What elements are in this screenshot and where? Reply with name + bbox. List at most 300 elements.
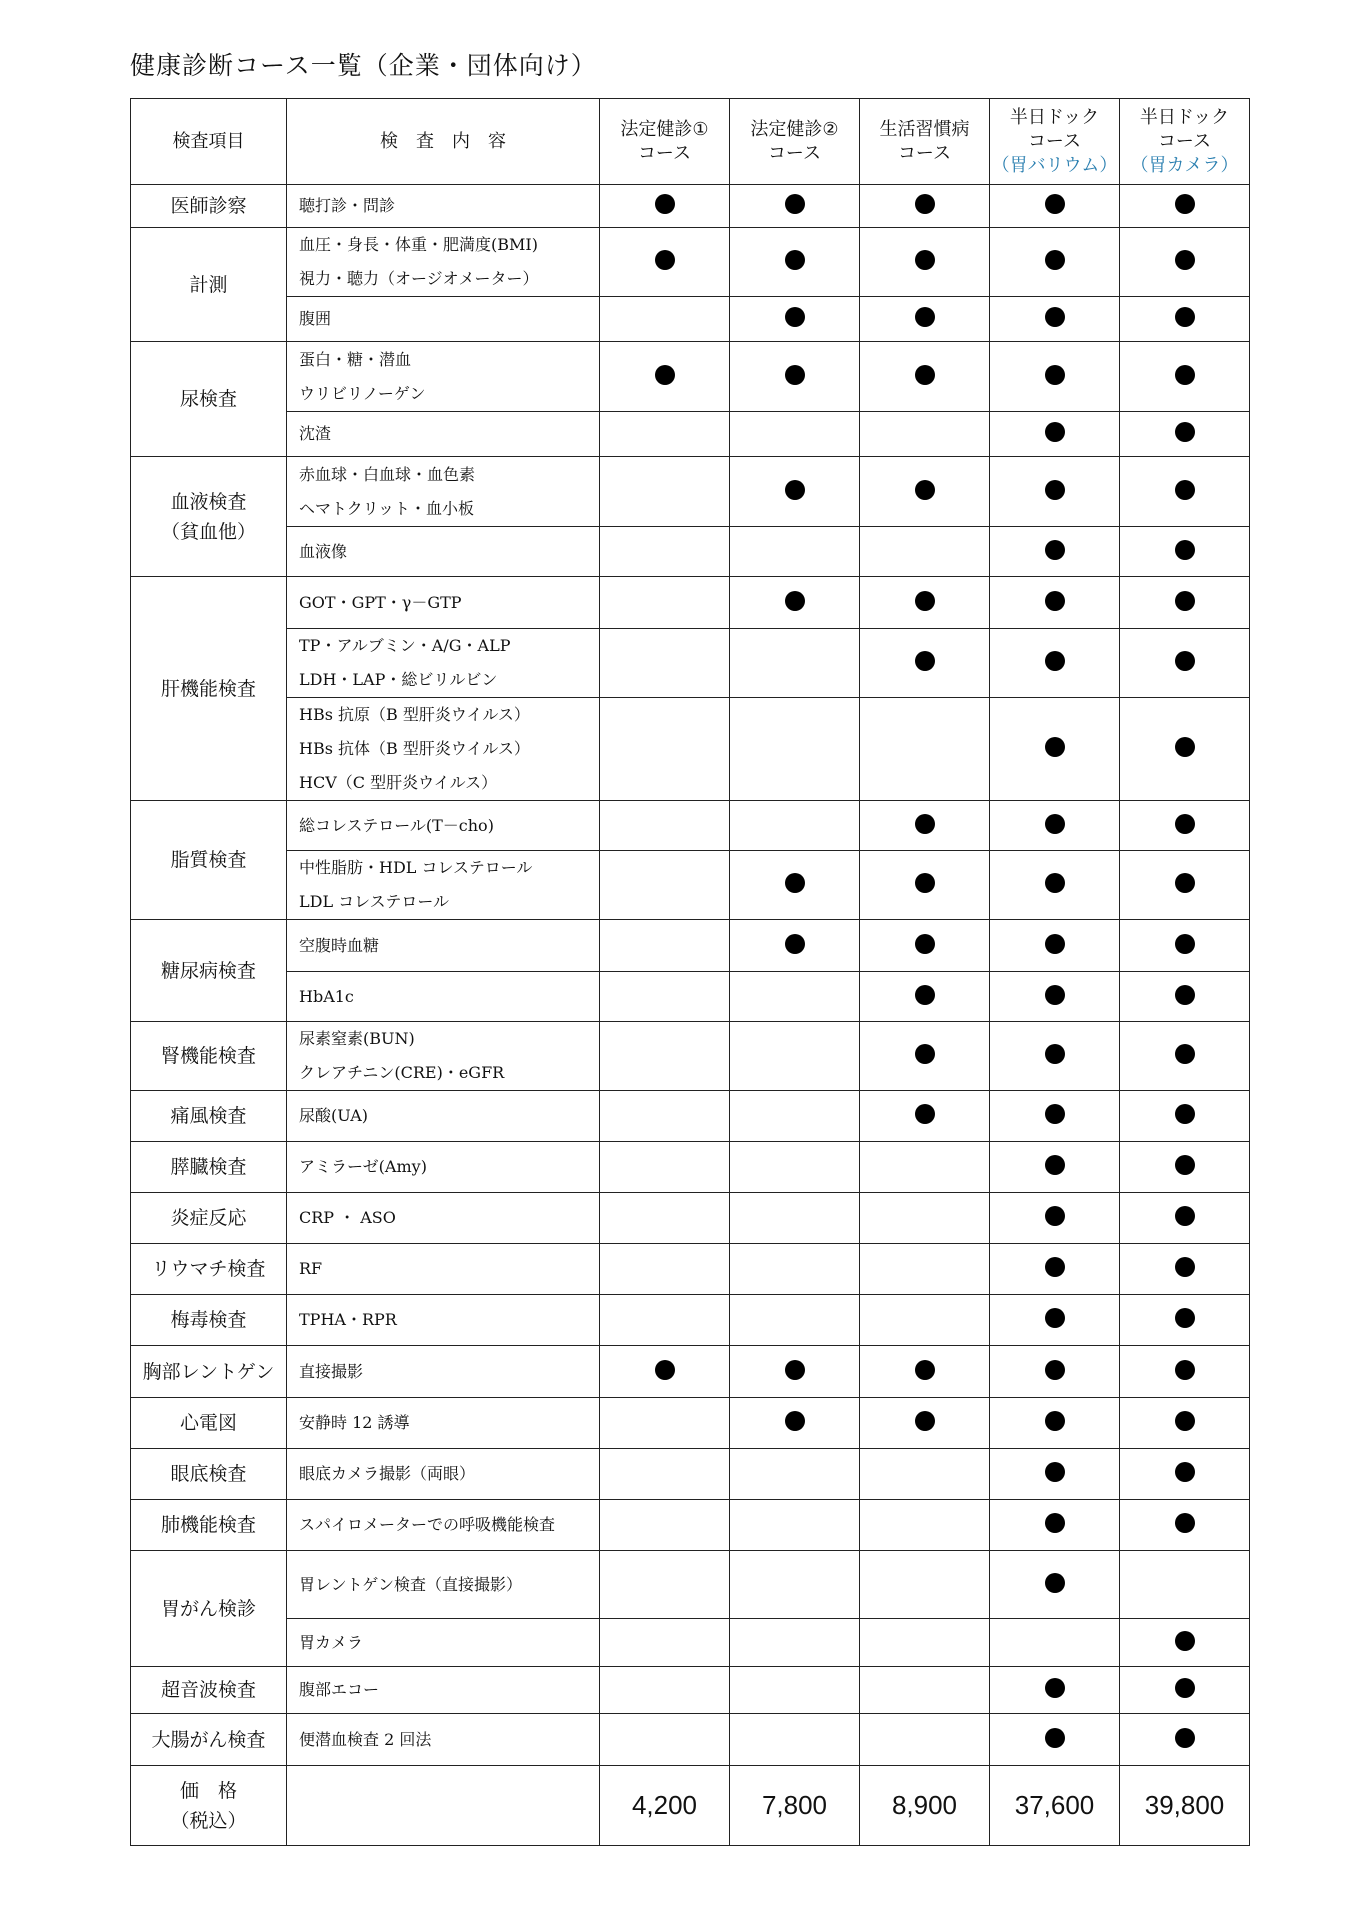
included-dot-icon (1045, 1104, 1065, 1124)
mark-cell-course-5 (1120, 1346, 1250, 1398)
mark-cell-course-1 (600, 629, 730, 698)
included-dot-icon (1045, 250, 1065, 270)
included-dot-icon (785, 307, 805, 327)
mark-cell-course-2 (730, 577, 860, 629)
table-row (131, 1551, 1250, 1619)
mark-cell-course-3 (860, 527, 990, 577)
mark-cell-course-2 (730, 1244, 860, 1295)
included-dot-icon (915, 1360, 935, 1380)
mark-cell-course-5 (1120, 920, 1250, 972)
included-dot-icon (915, 1104, 935, 1124)
mark-cell-course-5 (1120, 1295, 1250, 1346)
mark-cell-course-4 (990, 1398, 1120, 1449)
included-dot-icon (785, 1360, 805, 1380)
table-row (131, 801, 1250, 851)
mark-cell-course-4 (990, 1346, 1120, 1398)
mark-cell-course-4 (990, 1667, 1120, 1714)
mark-cell-course-5 (1120, 527, 1250, 577)
mark-cell-course-5 (1120, 1244, 1250, 1295)
table-row (131, 1346, 1250, 1398)
included-dot-icon (1045, 422, 1065, 442)
mark-cell-course-2 (730, 629, 860, 698)
mark-cell-course-4 (990, 457, 1120, 527)
included-dot-icon (1175, 422, 1195, 442)
content-cell: 空腹時血糖 (287, 920, 600, 972)
mark-cell-course-2 (730, 972, 860, 1022)
mark-cell-course-2 (730, 1193, 860, 1244)
included-dot-icon (915, 591, 935, 611)
included-dot-icon (1175, 1462, 1195, 1482)
mark-cell-course-2 (730, 1346, 860, 1398)
included-dot-icon (915, 873, 935, 893)
header-content: 検査内容 (287, 99, 600, 185)
included-dot-icon (1045, 1513, 1065, 1533)
category-cell: 血液検査 （貧血他） (131, 457, 287, 577)
table-row (131, 1142, 1250, 1193)
mark-cell-course-2 (730, 1667, 860, 1714)
mark-cell-course-1 (600, 851, 730, 920)
included-dot-icon (915, 307, 935, 327)
mark-cell-course-3 (860, 1667, 990, 1714)
included-dot-icon (785, 1411, 805, 1431)
mark-cell-course-5 (1120, 228, 1250, 297)
mark-cell-course-4 (990, 1449, 1120, 1500)
table-row (131, 1500, 1250, 1551)
category-cell: 胸部レントゲン (131, 1346, 287, 1398)
mark-cell-course-1 (600, 698, 730, 801)
mark-cell-course-4 (990, 851, 1120, 920)
content-cell: 眼底カメラ撮影（両眼） (287, 1449, 600, 1500)
mark-cell-course-4 (990, 228, 1120, 297)
mark-cell-course-2 (730, 1398, 860, 1449)
included-dot-icon (1175, 480, 1195, 500)
mark-cell-course-5 (1120, 577, 1250, 629)
mark-cell-course-5 (1120, 412, 1250, 457)
category-cell: 超音波検査 (131, 1667, 287, 1714)
category-cell: 腎機能検査 (131, 1022, 287, 1091)
included-dot-icon (1045, 1573, 1065, 1593)
included-dot-icon (1175, 985, 1195, 1005)
included-dot-icon (1175, 540, 1195, 560)
mark-cell-course-4 (990, 1619, 1120, 1667)
content-cell: 血液像 (287, 527, 600, 577)
mark-cell-course-3 (860, 1449, 990, 1500)
mark-cell-course-5 (1120, 629, 1250, 698)
mark-cell-course-3 (860, 577, 990, 629)
table-row (131, 1193, 1250, 1244)
mark-cell-course-1 (600, 577, 730, 629)
mark-cell-course-3 (860, 1193, 990, 1244)
included-dot-icon (785, 873, 805, 893)
mark-cell-course-5 (1120, 297, 1250, 342)
mark-cell-course-1 (600, 527, 730, 577)
included-dot-icon (785, 250, 805, 270)
included-dot-icon (785, 480, 805, 500)
price-course-1: 4,200 (600, 1766, 730, 1846)
mark-cell-course-5 (1120, 851, 1250, 920)
course-table (130, 98, 1250, 1846)
mark-cell-course-2 (730, 920, 860, 972)
mark-cell-course-1 (600, 1142, 730, 1193)
included-dot-icon (1175, 934, 1195, 954)
included-dot-icon (1045, 540, 1065, 560)
included-dot-icon (1175, 1411, 1195, 1431)
price-course-5: 39,800 (1120, 1766, 1250, 1846)
content-cell: 胃カメラ (287, 1619, 600, 1667)
mark-cell-course-1 (600, 1346, 730, 1398)
mark-cell-course-5 (1120, 1142, 1250, 1193)
mark-cell-course-1 (600, 972, 730, 1022)
included-dot-icon (1175, 814, 1195, 834)
mark-cell-course-1 (600, 1022, 730, 1091)
included-dot-icon (1045, 591, 1065, 611)
mark-cell-course-3 (860, 297, 990, 342)
mark-cell-course-2 (730, 185, 860, 228)
table-row (131, 457, 1250, 527)
mark-cell-course-4 (990, 185, 1120, 228)
mark-cell-course-1 (600, 1551, 730, 1619)
table-row (131, 1295, 1250, 1346)
mark-cell-course-5 (1120, 801, 1250, 851)
included-dot-icon (915, 985, 935, 1005)
category-cell: 眼底検査 (131, 1449, 287, 1500)
mark-cell-course-5 (1120, 972, 1250, 1022)
mark-cell-course-4 (990, 1244, 1120, 1295)
content-cell: 胃レントゲン検査（直接撮影） (287, 1551, 600, 1619)
content-cell: 直接撮影 (287, 1346, 600, 1398)
category-cell: 肝機能検査 (131, 577, 287, 801)
mark-cell-course-2 (730, 1295, 860, 1346)
price-content (287, 1766, 600, 1846)
table-row (131, 412, 1250, 457)
header-course-4: 半日ドック コース （胃バリウム） (990, 99, 1120, 185)
table-row (131, 698, 1250, 801)
included-dot-icon (1045, 1308, 1065, 1328)
mark-cell-course-4 (990, 920, 1120, 972)
included-dot-icon (915, 1044, 935, 1064)
mark-cell-course-2 (730, 1091, 860, 1142)
mark-cell-course-2 (730, 457, 860, 527)
content-cell: TPHA・RPR (287, 1295, 600, 1346)
mark-cell-course-1 (600, 1619, 730, 1667)
mark-cell-course-1 (600, 1667, 730, 1714)
content-cell: 沈渣 (287, 412, 600, 457)
mark-cell-course-2 (730, 412, 860, 457)
content-cell: 尿素窒素(BUN) クレアチニン(CRE)・eGFR (287, 1022, 600, 1091)
included-dot-icon (1045, 737, 1065, 757)
price-label: 価 格 （税込） (131, 1766, 287, 1846)
included-dot-icon (1175, 1257, 1195, 1277)
table-row (131, 1244, 1250, 1295)
included-dot-icon (1045, 365, 1065, 385)
page-title: 健康診断コース一覧（企業・団体向け） (130, 51, 597, 80)
included-dot-icon (1175, 1728, 1195, 1748)
mark-cell-course-3 (860, 228, 990, 297)
mark-cell-course-2 (730, 1500, 860, 1551)
included-dot-icon (1175, 1360, 1195, 1380)
mark-cell-course-4 (990, 698, 1120, 801)
mark-cell-course-2 (730, 698, 860, 801)
mark-cell-course-3 (860, 1619, 990, 1667)
mark-cell-course-1 (600, 185, 730, 228)
included-dot-icon (915, 1411, 935, 1431)
content-cell: TP・アルブミン・A/G・ALP LDH・LAP・総ビリルビン (287, 629, 600, 698)
table-row (131, 1398, 1250, 1449)
table-row (131, 577, 1250, 629)
content-cell: HBs 抗原（B 型肝炎ウイルス） HBs 抗体（B 型肝炎ウイルス） HCV（C 型肝炎ウイルス） (287, 698, 600, 801)
table-row (131, 297, 1250, 342)
included-dot-icon (1045, 1411, 1065, 1431)
mark-cell-course-2 (730, 1551, 860, 1619)
mark-cell-course-4 (990, 412, 1120, 457)
included-dot-icon (1045, 1257, 1065, 1277)
mark-cell-course-3 (860, 1346, 990, 1398)
category-cell: 尿検査 (131, 342, 287, 457)
included-dot-icon (915, 480, 935, 500)
included-dot-icon (1045, 873, 1065, 893)
table-row (131, 228, 1250, 297)
included-dot-icon (1175, 1206, 1195, 1226)
mark-cell-course-4 (990, 972, 1120, 1022)
mark-cell-course-2 (730, 1449, 860, 1500)
header-row (131, 99, 1250, 185)
mark-cell-course-5 (1120, 1500, 1250, 1551)
included-dot-icon (1175, 1044, 1195, 1064)
included-dot-icon (1045, 1462, 1065, 1482)
content-cell: 蛋白・糖・潜血 ウリビリノーゲン (287, 342, 600, 412)
included-dot-icon (785, 194, 805, 214)
content-cell: 聴打診・問診 (287, 185, 600, 228)
table-row (131, 1619, 1250, 1667)
mark-cell-course-3 (860, 972, 990, 1022)
mark-cell-course-3 (860, 1500, 990, 1551)
content-cell: 腹囲 (287, 297, 600, 342)
mark-cell-course-3 (860, 1551, 990, 1619)
header-course-1: 法定健診① コース (600, 99, 730, 185)
price-row (131, 1766, 1250, 1846)
mark-cell-course-3 (860, 1295, 990, 1346)
mark-cell-course-5 (1120, 185, 1250, 228)
included-dot-icon (1045, 1678, 1065, 1698)
mark-cell-course-4 (990, 1193, 1120, 1244)
included-dot-icon (1045, 307, 1065, 327)
price-course-3: 8,900 (860, 1766, 990, 1846)
included-dot-icon (915, 194, 935, 214)
mark-cell-course-3 (860, 851, 990, 920)
mark-cell-course-1 (600, 1500, 730, 1551)
mark-cell-course-3 (860, 185, 990, 228)
included-dot-icon (1045, 1155, 1065, 1175)
category-cell: 大腸がん検査 (131, 1714, 287, 1766)
content-cell: 尿酸(UA) (287, 1091, 600, 1142)
mark-cell-course-2 (730, 1022, 860, 1091)
category-cell: 糖尿病検査 (131, 920, 287, 1022)
mark-cell-course-4 (990, 342, 1120, 412)
price-course-2: 7,800 (730, 1766, 860, 1846)
included-dot-icon (1045, 934, 1065, 954)
table-row (131, 629, 1250, 698)
header-course-2: 法定健診② コース (730, 99, 860, 185)
included-dot-icon (915, 651, 935, 671)
mark-cell-course-5 (1120, 1091, 1250, 1142)
mark-cell-course-4 (990, 1500, 1120, 1551)
category-cell: 脂質検査 (131, 801, 287, 920)
mark-cell-course-1 (600, 1449, 730, 1500)
mark-cell-course-1 (600, 1244, 730, 1295)
content-cell: スパイロメーターでの呼吸機能検査 (287, 1500, 600, 1551)
table-row (131, 185, 1250, 228)
mark-cell-course-2 (730, 1714, 860, 1766)
table-row (131, 920, 1250, 972)
mark-cell-course-5 (1120, 457, 1250, 527)
included-dot-icon (1045, 651, 1065, 671)
included-dot-icon (1175, 591, 1195, 611)
mark-cell-course-4 (990, 1714, 1120, 1766)
included-dot-icon (1045, 1044, 1065, 1064)
included-dot-icon (1175, 1104, 1195, 1124)
mark-cell-course-4 (990, 297, 1120, 342)
included-dot-icon (1045, 480, 1065, 500)
mark-cell-course-5 (1120, 1714, 1250, 1766)
included-dot-icon (1175, 194, 1195, 214)
mark-cell-course-1 (600, 342, 730, 412)
mark-cell-course-5 (1120, 342, 1250, 412)
mark-cell-course-4 (990, 1022, 1120, 1091)
mark-cell-course-4 (990, 1091, 1120, 1142)
included-dot-icon (785, 591, 805, 611)
category-cell: 肺機能検査 (131, 1500, 287, 1551)
included-dot-icon (1175, 651, 1195, 671)
mark-cell-course-1 (600, 1295, 730, 1346)
mark-cell-course-3 (860, 342, 990, 412)
mark-cell-course-1 (600, 1398, 730, 1449)
table-row (131, 972, 1250, 1022)
mark-cell-course-4 (990, 1295, 1120, 1346)
mark-cell-course-5 (1120, 1022, 1250, 1091)
included-dot-icon (655, 1360, 675, 1380)
mark-cell-course-4 (990, 1551, 1120, 1619)
included-dot-icon (785, 934, 805, 954)
mark-cell-course-3 (860, 412, 990, 457)
mark-cell-course-3 (860, 801, 990, 851)
included-dot-icon (655, 365, 675, 385)
content-cell: アミラーゼ(Amy) (287, 1142, 600, 1193)
mark-cell-course-2 (730, 801, 860, 851)
table-row (131, 1714, 1250, 1766)
price-course-4: 37,600 (990, 1766, 1120, 1846)
included-dot-icon (655, 250, 675, 270)
category-cell: 計測 (131, 228, 287, 342)
mark-cell-course-2 (730, 1142, 860, 1193)
mark-cell-course-4 (990, 1142, 1120, 1193)
included-dot-icon (915, 250, 935, 270)
content-cell: 赤血球・白血球・血色素 ヘマトクリット・血小板 (287, 457, 600, 527)
table-row (131, 1091, 1250, 1142)
mark-cell-course-1 (600, 1714, 730, 1766)
included-dot-icon (1175, 1308, 1195, 1328)
mark-cell-course-5 (1120, 698, 1250, 801)
included-dot-icon (1175, 250, 1195, 270)
included-dot-icon (1175, 1678, 1195, 1698)
included-dot-icon (1175, 737, 1195, 757)
table-row (131, 851, 1250, 920)
table-row (131, 527, 1250, 577)
mark-cell-course-3 (860, 1714, 990, 1766)
included-dot-icon (655, 194, 675, 214)
mark-cell-course-3 (860, 1091, 990, 1142)
included-dot-icon (1045, 814, 1065, 834)
table-row (131, 1022, 1250, 1091)
mark-cell-course-1 (600, 1091, 730, 1142)
category-cell: 膵臓検査 (131, 1142, 287, 1193)
mark-cell-course-1 (600, 412, 730, 457)
included-dot-icon (1045, 1728, 1065, 1748)
included-dot-icon (915, 814, 935, 834)
mark-cell-course-5 (1120, 1398, 1250, 1449)
content-cell: GOT・GPT・γ－GTP (287, 577, 600, 629)
mark-cell-course-1 (600, 457, 730, 527)
content-cell: CRP ・ ASO (287, 1193, 600, 1244)
mark-cell-course-5 (1120, 1619, 1250, 1667)
content-cell: HbA1c (287, 972, 600, 1022)
header-category: 検査項目 (131, 99, 287, 185)
included-dot-icon (1045, 985, 1065, 1005)
mark-cell-course-3 (860, 698, 990, 801)
mark-cell-course-4 (990, 801, 1120, 851)
included-dot-icon (1175, 365, 1195, 385)
mark-cell-course-1 (600, 1193, 730, 1244)
mark-cell-course-5 (1120, 1193, 1250, 1244)
included-dot-icon (1175, 1631, 1195, 1651)
mark-cell-course-4 (990, 527, 1120, 577)
content-cell: 安静時 12 誘導 (287, 1398, 600, 1449)
category-cell: 梅毒検査 (131, 1295, 287, 1346)
content-cell: RF (287, 1244, 600, 1295)
category-cell: 炎症反応 (131, 1193, 287, 1244)
mark-cell-course-3 (860, 1244, 990, 1295)
mark-cell-course-5 (1120, 1449, 1250, 1500)
mark-cell-course-3 (860, 920, 990, 972)
content-cell: 総コレステロール(T－cho) (287, 801, 600, 851)
table-row (131, 1667, 1250, 1714)
category-cell: リウマチ検査 (131, 1244, 287, 1295)
mark-cell-course-2 (730, 342, 860, 412)
content-cell: 中性脂肪・HDL コレステロール LDL コレステロール (287, 851, 600, 920)
category-cell: 痛風検査 (131, 1091, 287, 1142)
mark-cell-course-2 (730, 1619, 860, 1667)
included-dot-icon (785, 365, 805, 385)
table-row (131, 1449, 1250, 1500)
mark-cell-course-2 (730, 228, 860, 297)
mark-cell-course-1 (600, 801, 730, 851)
included-dot-icon (1175, 307, 1195, 327)
included-dot-icon (1175, 1513, 1195, 1533)
category-cell: 心電図 (131, 1398, 287, 1449)
mark-cell-course-4 (990, 629, 1120, 698)
table-row (131, 342, 1250, 412)
header-course-3: 生活習慣病 コース (860, 99, 990, 185)
mark-cell-course-5 (1120, 1667, 1250, 1714)
included-dot-icon (1045, 1360, 1065, 1380)
included-dot-icon (915, 365, 935, 385)
included-dot-icon (1045, 194, 1065, 214)
included-dot-icon (1175, 873, 1195, 893)
mark-cell-course-5 (1120, 1551, 1250, 1619)
mark-cell-course-3 (860, 629, 990, 698)
content-cell: 便潜血検査 2 回法 (287, 1714, 600, 1766)
category-cell: 胃がん検診 (131, 1551, 287, 1667)
included-dot-icon (1045, 1206, 1065, 1226)
